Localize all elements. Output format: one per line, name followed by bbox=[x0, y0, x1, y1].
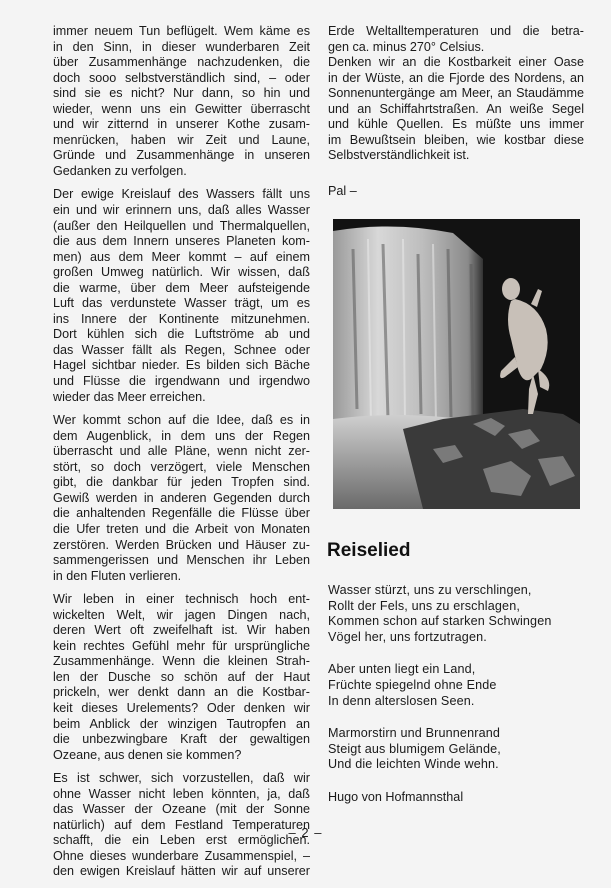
text-line: dem Augenblick, in dem uns der Regen bbox=[53, 428, 310, 443]
text-line: und Flüsse die irgendwann und irgendwo bbox=[53, 374, 310, 389]
paragraph-3 bbox=[53, 413, 310, 584]
poem-body bbox=[328, 583, 552, 790]
paragraph-4 bbox=[53, 592, 310, 763]
text-line: Wer kommt schon auf die Idee, daß es in bbox=[53, 413, 310, 428]
text-line: Zusammenhänge. Wenn die kleinen Strah- bbox=[53, 654, 310, 669]
text-line: wieder, wenn uns ein Gewitter überrascht bbox=[53, 101, 310, 116]
text-line: im Bewußtsein bleiben, wie kostbar diese bbox=[328, 132, 584, 147]
text-line: Gründe und Zusammenhänge in unseren bbox=[53, 148, 310, 163]
poem-line: Und die leichten Winde wehn. bbox=[328, 757, 499, 772]
text-line: sammengerissen und Menschen ihr Leben bbox=[53, 553, 310, 568]
text-line: die aus dem Innern unseres Planeten kom- bbox=[53, 234, 310, 249]
poem-line: Aber unten liegt ein Land, bbox=[328, 662, 476, 677]
text-line: gibt, die dankbar für jeden Tropfen sind. bbox=[53, 475, 310, 490]
text-line: in den Fluten verlieren. bbox=[53, 568, 182, 583]
text-line: zerstören. Werden Brücken und Häuser zu- bbox=[53, 537, 310, 552]
poem-line: Steigt aus blumigem Gelände, bbox=[328, 741, 501, 756]
text-line: und wir zitternd in unserer Kothe zusam- bbox=[53, 117, 310, 132]
paragraph-1 bbox=[53, 24, 310, 179]
poem-author: Hugo von Hofmannsthal bbox=[328, 790, 464, 804]
text-line: doch sooo selbstverständlich sind, – oder bbox=[53, 70, 310, 85]
text-line: Hagel sichtbar nieder. Es bilden sich Bäche bbox=[53, 358, 310, 373]
right-column bbox=[328, 24, 584, 199]
text-line: deren Wert oft zweifelhaft ist. Wir haben bbox=[53, 623, 310, 638]
text-line: (außer den Heilquellen und Thermalquellen, bbox=[53, 218, 310, 233]
text-line: prickeln, wer denkt dann an die Kostbar- bbox=[53, 685, 310, 700]
text-line: schafft, die ein Leben erst ermöglichen. bbox=[53, 833, 310, 848]
text-line: und an Schiffahrtstraßen. An weiße Segel bbox=[328, 101, 584, 116]
text-line: die unbezwingbare Kraft der gewaltigen bbox=[53, 732, 310, 747]
text-line: immer neuem Tun beflügelt. Wem käme es bbox=[53, 24, 310, 38]
text-line: Dort kühlen sich die Luftströme ab und bbox=[53, 327, 310, 342]
waterfall-photo bbox=[333, 219, 580, 509]
text-line: Ozeane, aus denen sie kommen? bbox=[53, 747, 242, 762]
poem-title: Reiselied bbox=[327, 540, 411, 561]
text-line: stört, so doch verzögert, viele Menschen bbox=[53, 459, 310, 474]
text-line: wieder das Meer erreichen. bbox=[53, 389, 206, 404]
text-line: gen ca. minus 270° Celsius. bbox=[328, 39, 485, 54]
text-line: kein rechtes Gefühl mehr für ursprüngliche bbox=[53, 638, 310, 653]
text-line: Gewiß werden in anderen Gegenden durch bbox=[53, 490, 310, 505]
poem-line: Rollt der Fels, uns zu erschlagen, bbox=[328, 598, 520, 613]
poem-line: Marmorstirn und Brunnenrand bbox=[328, 726, 501, 741]
text-line: Erde Weltalltemperaturen und die betra- bbox=[328, 24, 584, 38]
waterfall-figure-image bbox=[333, 219, 580, 509]
text-line: Es ist schwer, sich vorzustellen, daß wir bbox=[53, 771, 310, 786]
page-number: – 2 – bbox=[288, 825, 323, 840]
text-line: Gedanken zu verfolgen. bbox=[53, 163, 187, 178]
text-line: men) aus dem Meer kommt – auf einem bbox=[53, 249, 310, 264]
poem-line: Kommen schon auf starken Schwingen bbox=[328, 614, 552, 629]
paragraph-2 bbox=[53, 187, 310, 405]
text-line: überrascht und alle Pläne, wenn nicht zer- bbox=[53, 444, 310, 459]
text-line: ohne Wasser nicht leben könnten, ja, daß bbox=[53, 786, 310, 801]
text-line: wickelten Welt, wir jagen Dingen nach, bbox=[53, 607, 310, 622]
poem-stanza bbox=[328, 726, 552, 773]
poem-line: Vögel her, uns fortzutragen. bbox=[328, 629, 487, 644]
text-line: Luft das verdunstete Wasser trägt, um es bbox=[53, 296, 310, 311]
text-line: über Zusammenhänge nachzudenken, die bbox=[53, 55, 310, 70]
text-line: keit dieses Urelements? Oder denken wir bbox=[53, 700, 310, 715]
text-line: Der ewige Kreislauf des Wassers fällt uns bbox=[53, 187, 310, 202]
text-line: Sonnenuntergänge am Meer, an Staudämme bbox=[328, 86, 584, 101]
text-line: das Wasser fällt als Regen, Schnee oder bbox=[53, 342, 310, 357]
text-line: in der Wüste, an die Fjorde des Nordens, an bbox=[328, 70, 584, 85]
text-line: das Wasser der Ozeane (mit der Sonne bbox=[53, 802, 310, 817]
text-line: sind sie es nicht? Nur dann, so hin und bbox=[53, 86, 310, 101]
text-line: die Ufer treten und die Arbeit von Monaten bbox=[53, 521, 310, 536]
text-line: großen Umweg natürlich. Wir wissen, daß bbox=[53, 265, 310, 280]
poem-line: In denn alterslosen Seen. bbox=[328, 693, 475, 708]
poem-line: Wasser stürzt, uns zu verschlingen, bbox=[328, 583, 532, 597]
text-line: die anhaltenden Regenfälle die Flüsse über bbox=[53, 506, 310, 521]
text-line: len der Dusche so schön auf der Haut bbox=[53, 669, 310, 684]
left-column bbox=[53, 24, 310, 888]
text-line: und kühle Quellen. Es müßte uns immer bbox=[328, 117, 584, 132]
text-line: beim Anblick der winzigen Tautropfen an bbox=[53, 716, 310, 731]
text-line: menrücken, haben wir Zeit und Laune, bbox=[53, 132, 310, 147]
text-line: Selbstverständlichkeit ist. bbox=[328, 148, 470, 163]
poem-stanza bbox=[328, 662, 552, 709]
poem-line: Früchte spiegelnd ohne Ende bbox=[328, 677, 497, 692]
continuation-text bbox=[328, 24, 584, 55]
text-line: den ewigen Kreislauf hätten wir auf unserer bbox=[53, 864, 310, 879]
text-line: natürlich) auf dem Festland Temperaturen bbox=[53, 817, 310, 832]
text-line: ins Innere der Kontinente mitzunehmen. bbox=[53, 311, 310, 326]
text-line: Ohne dieses wunderbare Zusammenspiel, – bbox=[53, 848, 310, 863]
text-line: ein und wir erinnern uns, daß alles Wasser bbox=[53, 203, 310, 218]
text-line: Wir leben in einer technisch hoch ent- bbox=[53, 592, 310, 607]
article-signature: Pal – bbox=[328, 183, 357, 198]
text-line: Denken wir an die Kostbarkeit einer Oase bbox=[328, 55, 584, 70]
text-line: in den Sinn, in dieser wunderbaren Zeit bbox=[53, 39, 310, 54]
text-line: die warme, über dem Meer aufsteigende bbox=[53, 280, 310, 295]
poem-stanza bbox=[328, 583, 552, 645]
closing-paragraph bbox=[328, 55, 584, 164]
